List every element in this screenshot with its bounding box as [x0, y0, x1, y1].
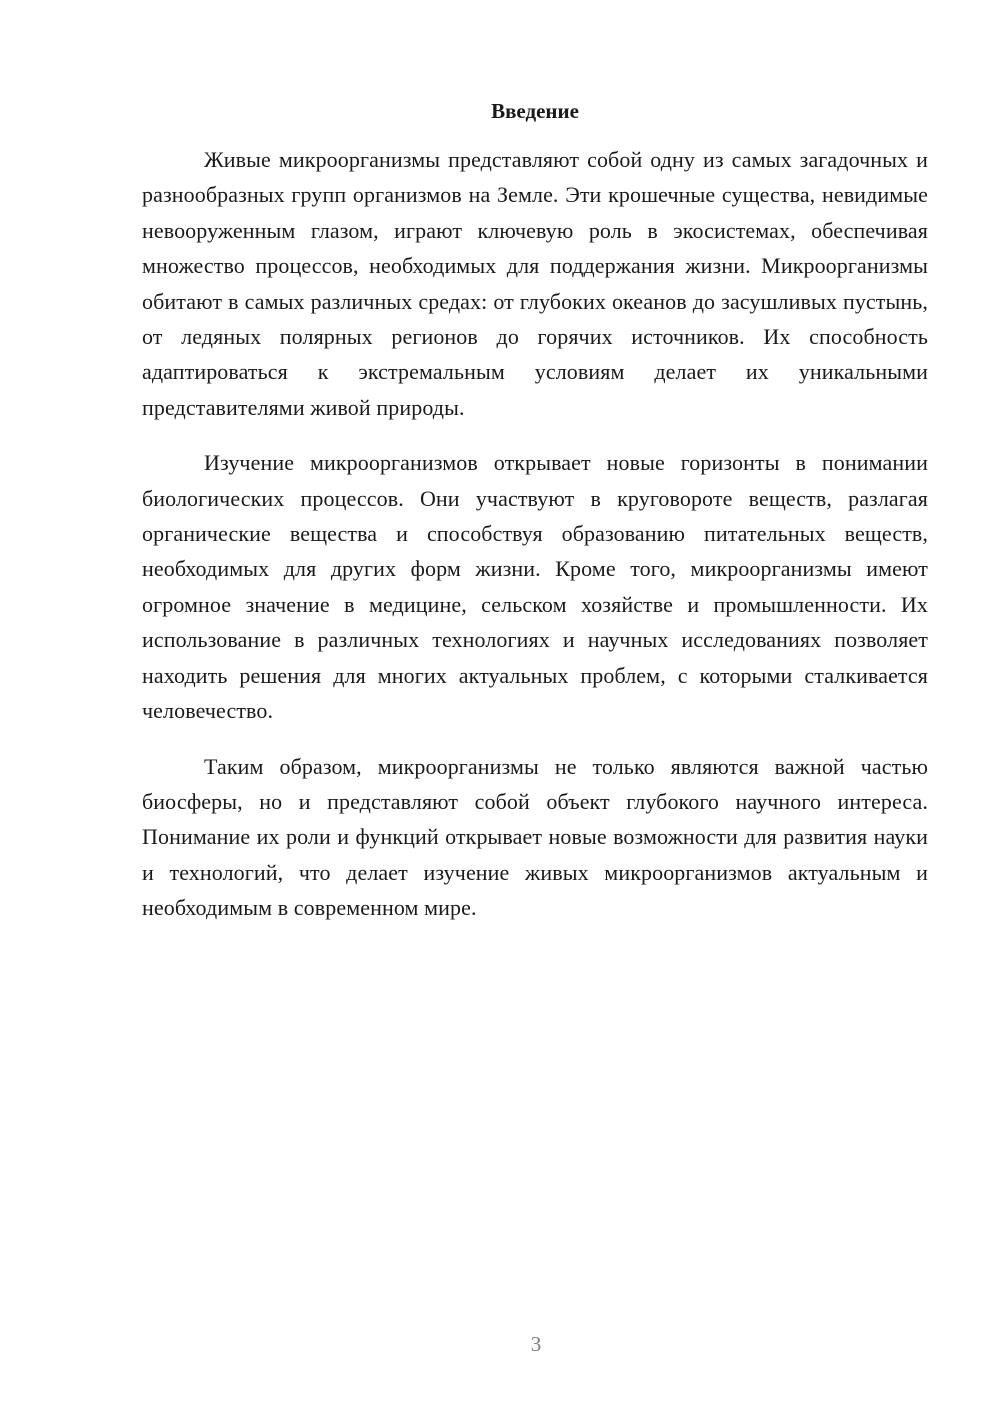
paragraph-3: Таким образом, микроорганизмы не только являются важной частью биосферы, но и представляют собой объект глубокого научного интереса. Понимание их роли и функций открывает новые возможности для развития науки и технологий, что делает изучение живых микроорганизмов актуальным и необходимым в современном мире. [142, 753, 928, 921]
paragraph-2: Изучение микроорганизмов открывает новые горизонты в понимании биологических процессов. Они участвуют в круговороте веществ, разлагая органические вещества и способствуя образованию питательных веществ, необходимых для других форм жизни. Кроме того, микроорганизмы имеют огромное значение в медицине, сельском хозяйстве и промышленности. Их использование в различных технологиях и научных исследованиях позволяет находить решения для многих актуальных проблем, с которыми сталкивается человечество. [142, 450, 928, 724]
page-number: 3 [530, 1332, 542, 1356]
body-text [142, 142, 928, 946]
paragraph-1: Живые микроорганизмы представляют собой одну из самых загадочных и разнообразных групп организмов на Земле. Эти крошечные существа, невидимые невооруженным глазом, играют ключевую роль в экосистемах, обеспечивая множество процессов, необходимых для поддержания жизни. Микроорганизмы обитают в самых различных средах: от глубоких океанов до засушливых пустынь, от ледяных полярных регионов до горячих источников. Их способность адаптироваться к экстремальным условиям делает их уникальными представителями живой природы. [142, 147, 928, 420]
section-title: Введение [491, 99, 579, 123]
